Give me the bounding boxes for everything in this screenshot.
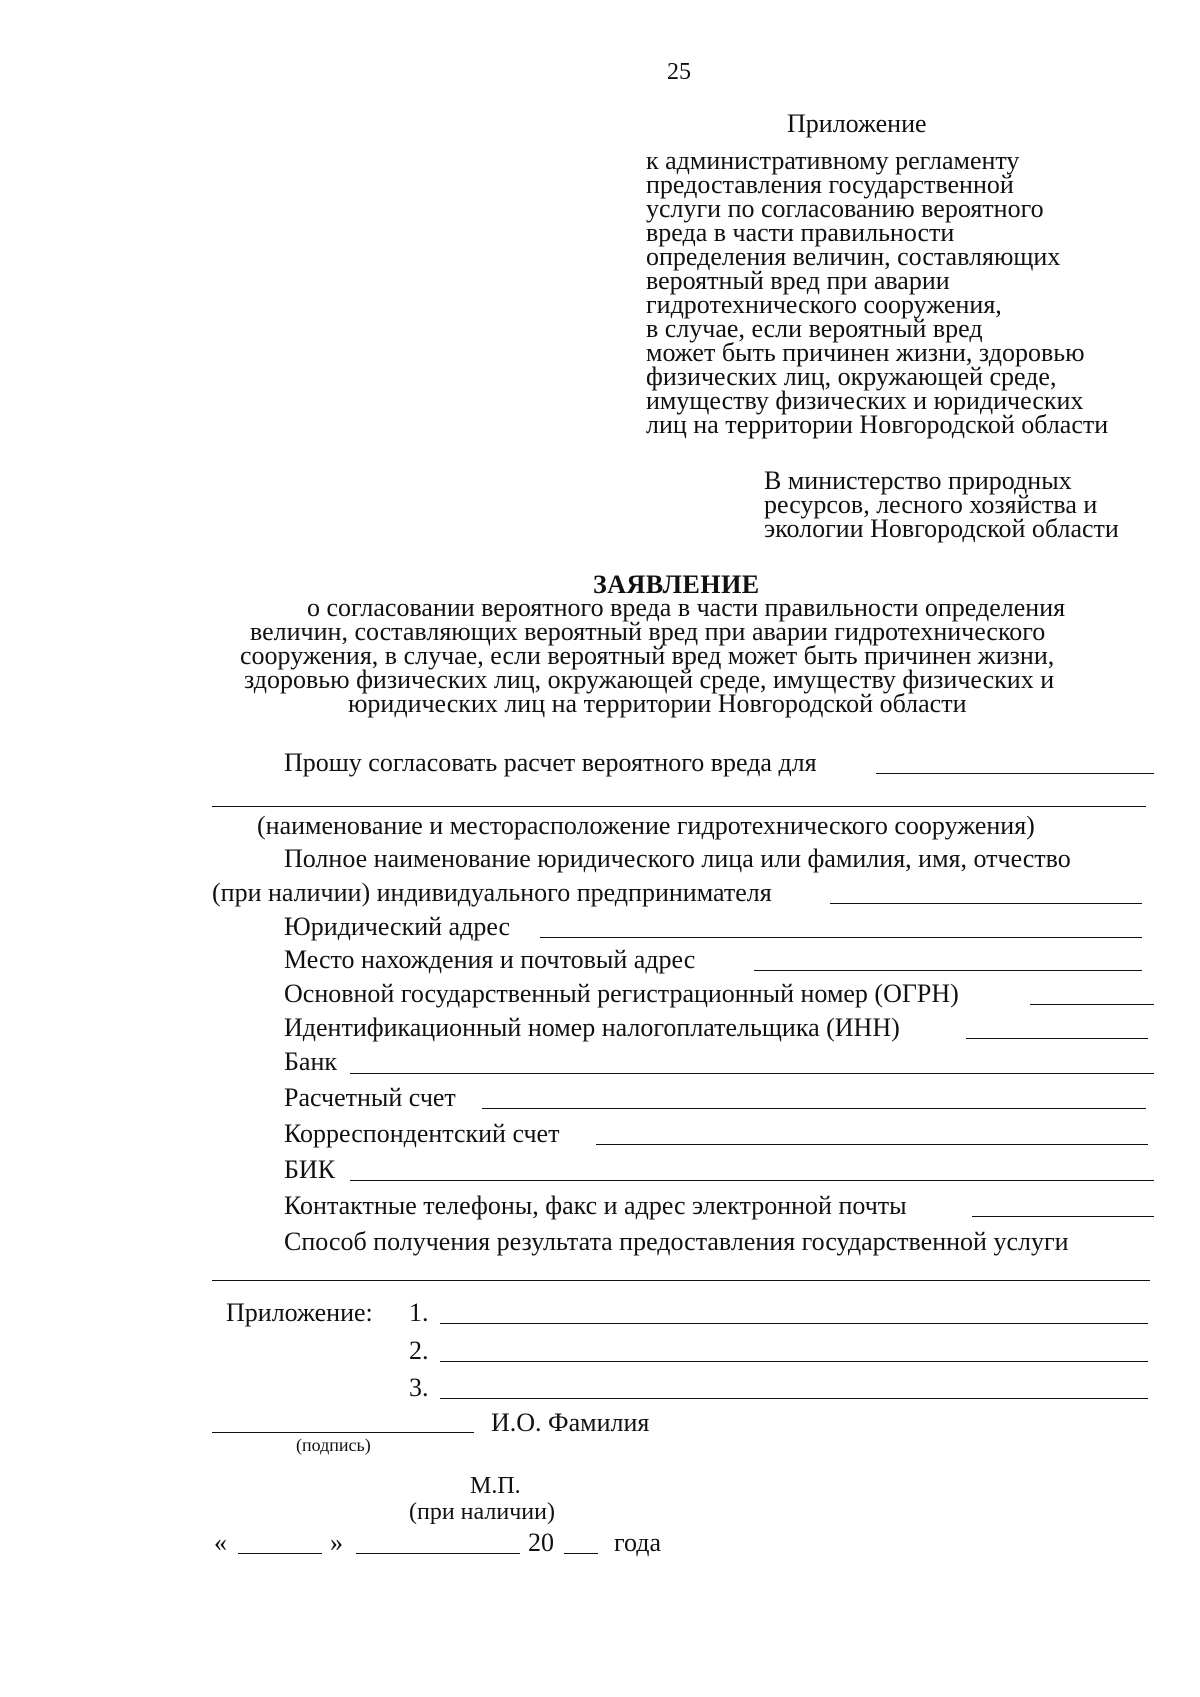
account-field[interactable]: [482, 1108, 1146, 1109]
appendix-line: вероятный вред при аварии: [646, 266, 950, 295]
facility-hint: (наименование и месторасположение гидротехнического сооружения): [257, 811, 1035, 840]
corr-account-label: Корреспондентский счет: [284, 1119, 560, 1148]
attachments-label: Приложение:: [226, 1298, 373, 1327]
attachment-number: 3.: [409, 1373, 429, 1402]
attachment-field-2[interactable]: [440, 1361, 1148, 1362]
subtitle-line: сооружения, в случае, если вероятный вред может быть причинен жизни,: [240, 641, 1055, 670]
subtitle-line: юридических лиц на территории Новгородской области: [348, 689, 967, 718]
full-name-label: Полное наименование юридического лица или фамилия, имя, отчество: [284, 844, 1071, 873]
bank-label: Банк: [284, 1047, 338, 1076]
appendix-line: услуги по согласованию вероятного: [646, 194, 1044, 223]
stamp-label: М.П.: [470, 1473, 521, 1499]
appendix-line: лиц на территории Новгородской области: [646, 410, 1109, 439]
legal-address-label: Юридический адрес: [284, 912, 511, 941]
bik-field[interactable]: [350, 1180, 1154, 1181]
date-year-suffix: года: [614, 1528, 662, 1557]
date-year-prefix: 20: [528, 1528, 554, 1557]
inn-field[interactable]: [966, 1038, 1148, 1039]
date-year-field[interactable]: [564, 1553, 598, 1554]
signer-name: И.О. Фамилия: [491, 1408, 650, 1437]
ogrn-label: Основной государственный регистрационный номер (ОГРН): [284, 979, 959, 1008]
postal-address-label: Место нахождения и почтовый адрес: [284, 945, 696, 974]
signature-hint: (подпись): [296, 1435, 371, 1455]
signature-field[interactable]: [212, 1432, 474, 1433]
appendix-line: гидротехнического сооружения,: [646, 290, 1002, 319]
subtitle-line: величин, составляющих вероятный вред при аварии гидротехнического: [250, 617, 1046, 646]
facility-name-field[interactable]: [876, 773, 1154, 774]
postal-address-field[interactable]: [754, 970, 1142, 971]
appendix-line: предоставления государственной: [646, 170, 1014, 199]
date-close-quote: »: [330, 1528, 343, 1557]
date-day-field[interactable]: [238, 1553, 322, 1554]
appendix-line: имуществу физических и юридических: [646, 386, 1084, 415]
page-number: 25: [667, 59, 691, 85]
subtitle-line: о согласовании вероятного вреда в части правильности определения: [307, 593, 1066, 622]
contacts-field[interactable]: [972, 1216, 1154, 1217]
date-month-field[interactable]: [356, 1553, 520, 1554]
subtitle-line: здоровью физических лиц, окружающей среде, имуществу физических и: [244, 665, 1055, 694]
bank-field[interactable]: [350, 1073, 1154, 1074]
appendix-line: к административному регламенту: [646, 146, 1020, 175]
account-label: Расчетный счет: [284, 1083, 456, 1112]
attachment-field-3[interactable]: [440, 1398, 1148, 1399]
stamp-hint: (при наличии): [409, 1499, 555, 1525]
document-title: ЗАЯВЛЕНИЕ: [593, 570, 760, 599]
appendix-line: вреда в части правильности: [646, 218, 955, 247]
addressee-line: ресурсов, лесного хозяйства и: [764, 490, 1098, 519]
ogrn-field[interactable]: [1030, 1004, 1154, 1005]
appendix-line: определения величин, составляющих: [646, 242, 1061, 271]
appendix-heading: Приложение: [787, 109, 927, 138]
attachment-number: 1.: [409, 1298, 429, 1327]
bik-label: БИК: [284, 1155, 336, 1184]
contacts-label: Контактные телефоны, факс и адрес электронной почты: [284, 1191, 907, 1220]
facility-location-field[interactable]: [212, 806, 1146, 807]
delivery-method-field[interactable]: [212, 1280, 1150, 1281]
full-name-label-cont: (при наличии) индивидуального предпринимателя: [212, 878, 772, 907]
appendix-line: может быть причинен жизни, здоровью: [646, 338, 1085, 367]
request-label: Прошу согласовать расчет вероятного вреда для: [284, 748, 817, 777]
attachment-number: 2.: [409, 1336, 429, 1365]
addressee-line: В министерство природных: [764, 466, 1072, 495]
legal-address-field[interactable]: [540, 937, 1142, 938]
appendix-line: в случае, если вероятный вред: [646, 314, 983, 343]
date-open-quote: «: [214, 1528, 227, 1557]
inn-label: Идентификационный номер налогоплательщика (ИНН): [284, 1013, 900, 1042]
addressee-line: экологии Новгородской области: [764, 514, 1119, 543]
corr-account-field[interactable]: [596, 1144, 1148, 1145]
delivery-method-label: Способ получения результата предоставления государственной услуги: [284, 1227, 1069, 1256]
attachment-field-1[interactable]: [440, 1323, 1148, 1324]
appendix-line: физических лиц, окружающей среде,: [646, 362, 1057, 391]
full-name-field[interactable]: [830, 903, 1142, 904]
